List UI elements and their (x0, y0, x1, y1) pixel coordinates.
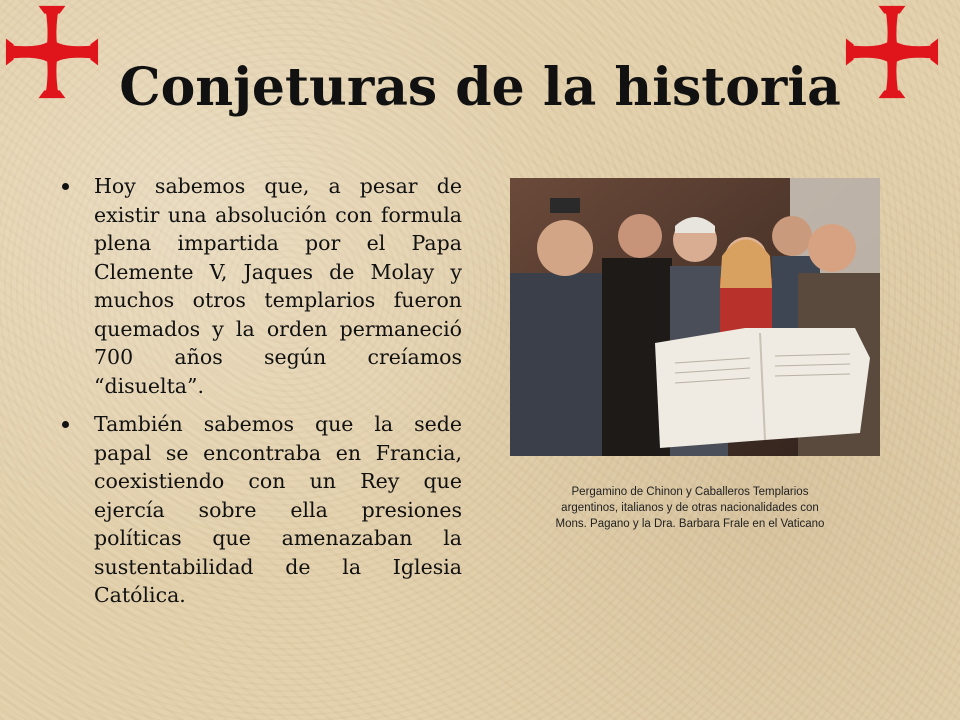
photo-parchment-group (510, 178, 880, 456)
slide-title: Conjeturas de la historia (119, 57, 841, 118)
caption-line: Mons. Pagano y la Dra. Barbara Frale en el Vaticano (555, 518, 825, 530)
bullet-list (62, 172, 462, 620)
photo-caption (510, 484, 870, 532)
bullet-item (62, 410, 462, 610)
bullet-dot (62, 183, 69, 190)
caption-line: Pergamino de Chinon y Caballeros Templarios (571, 486, 809, 498)
bullet-dot (62, 421, 69, 428)
bullet-text: También sabemos que la sede papal se encontraba en Francia, coexistiendo con un Rey que ejercía sobre ella presiones políticas que amenazaban la sustentabilidad de la Iglesia Católica. (94, 412, 462, 607)
bullet-item (62, 172, 462, 400)
caption-line: argentinos, italianos y de otras nacionalidades con (561, 502, 819, 514)
bullet-text: Hoy sabemos que, a pesar de existir una absolución con formula plena impartida por el Papa Clemente V, Jaques de Molay y muchos otros templarios fueron quemados y la orden permaneció 700 años según creíamos “disuelta”. (94, 174, 462, 398)
